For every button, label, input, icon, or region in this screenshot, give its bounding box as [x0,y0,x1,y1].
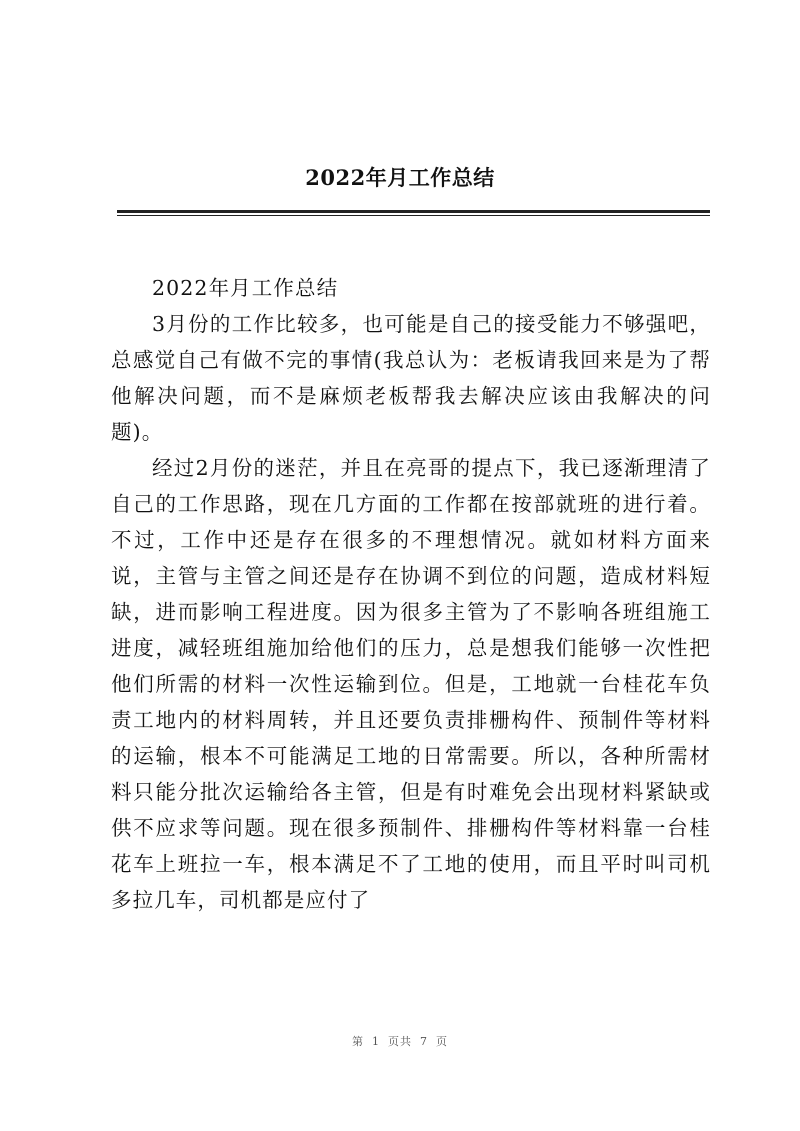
document-body [111,270,711,918]
header-rule-thick [117,210,710,213]
footer-suffix: 页 [436,1035,448,1048]
page-header [0,162,800,192]
paragraph-heading: 2022年月工作总结 [152,276,339,300]
footer-middle: 页共 [388,1035,412,1048]
footer-prefix: 第 [352,1035,364,1048]
footer-total-pages: 7 [420,1035,428,1048]
header-title: 2022年月工作总结 [305,165,495,190]
footer-page-number: 1 [372,1035,380,1048]
paragraph: 经过2月份的迷茫，并且在亮哥的提点下，我已逐渐理清了自己的工作思路，现在几方面的工作都在按部就班的进行着。不过，工作中还是存在很多的不理想情况。就如材料方面来说，主管与主管之间还是存在协调不到位的问题，造成材料短缺，进而影响工程进度。因为很多主管为了不影响各班组施工进度，减轻班组施加给他们的压力，总是想我们能够一次性把他们所需的材料一次性运输到位。但是，工地就一台桂花车负责工地内的材料周转，并且还要负责排栅构件、预制件等材料的运输，根本不可能满足工地的日常需要。所以，各种所需材料只能分批次运输给各主管，但是有时难免会出现材料紧缺或供不应求等问题。现在很多预制件、排栅构件等材料靠一台桂花车上班拉一车，根本满足不了工地的使用，而且平时叫司机多拉几车，司机都是应付了 [111,456,711,912]
paragraph: 3月份的工作比较多，也可能是自己的接受能力不够强吧，总感觉自己有做不完的事情(我总认为：老板请我回来是为了帮他解决问题，而不是麻烦老板帮我去解决应该由我解决的问题)。 [111,312,711,444]
header-rule-thin [117,215,710,216]
page-footer [0,1033,800,1049]
